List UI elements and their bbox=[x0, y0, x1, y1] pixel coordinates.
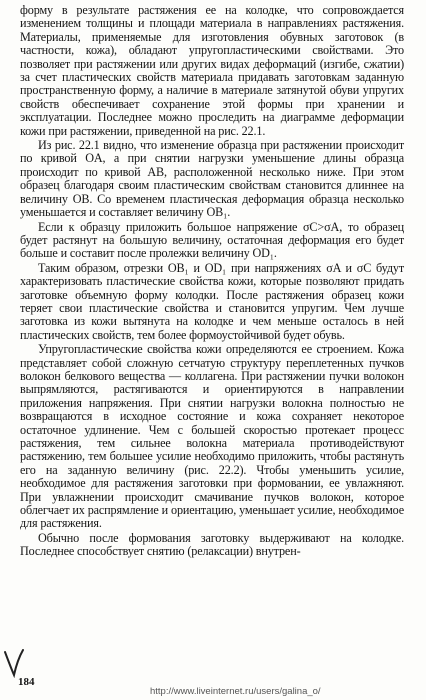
body-text bbox=[20, 4, 404, 559]
paragraph-5: Упругопластические свойства кожи определяются ее строением. Кожа представляет собой сложную сетчатую структуру переплетенных пучков волокон белкового вещества — коллагена. При растяжении пучки волокон выпрямляются, растягиваются и ориентируются в направлении приложения напряжения. При снятии нагрузки волокна полностью не возвращаются в исходное состояние и кожа сохраняет некоторое остаточное удлинение. Чем с большей скоростью протекает процесс растяжения, тем сильнее волокна материала противодействуют растяжению, тем большее усилие необходимо приложить, чтобы растянуть его на заданную величину (рис. 22.2). Чтобы уменьшить усилие, необходимое для растяжения заготовки при формовании, ее увлажняют. При увлажнении происходит смачивание пучков волокон, которое облегчает их распрямление и ориентацию, уменьшает усилие, необходимое для растяжения. bbox=[20, 342, 404, 531]
paragraph-3: Если к образцу приложить большое напряжение σC>σA, то образец будет растянут на большую величину, остаточная деформация его будет больше и составит после пролежки величину OD₁. bbox=[20, 219, 404, 261]
handwritten-check-icon bbox=[2, 648, 24, 678]
paragraph-4: Таким образом, отрезки OB₁ и OD₁ при напряжениях σA и σC будут характеризовать пластические свойства кожи, которые позволяют придать заготовке объемную форму колодки. После растяжения образец кожи теряет свои пластические свойства и становится упругим. Чем лучше заготовка из кожи вытянута на колодке и чем меньше осталось в ней пластических свойств, тем более формоустойчивой будет обувь. bbox=[20, 260, 404, 342]
page-number: 184 bbox=[18, 676, 35, 688]
paragraph-2: Из рис. 22.1 видно, что изменение образца при растяжении происходит по кривой OA, а при снятии нагрузки уменьшение длины образца происходит по кривой AB, расположенной несколько ниже. При этом образец благодаря своим пластическим свойствам становится длиннее на величину OB. Со временем пластическая деформация образца несколько уменьшается и составляет величину OB₁. bbox=[20, 138, 404, 220]
watermark-url: http://www.liveinternet.ru/users/galina_o/ bbox=[150, 686, 321, 697]
paragraph-1: форму в результате растяжения ее на колодке, что сопровождается изменением толщины и площади материала в направлениях растяжения. Материалы, применяемые для изготовления обувных заготовок (в частности, кожа), обладают упругопластическими свойствами. Это позволяет при растяжении или других видах деформаций (изгибе, сжатии) за счет пластических свойств материала придавать заготовкам заданную пространственную форму, а наличие в материале затянутой обуви упругих свойств обеспечивает сохранение этой формы при хранении и эксплуатации. Последнее можно проследить на диаграмме деформации кожи при растяжении, приведенной на рис. 22.1. bbox=[20, 3, 404, 138]
paragraph-6: Обычно после формования заготовку выдерживают на колодке. Последнее способствует снятию (релаксации) внутрен- bbox=[20, 530, 404, 559]
